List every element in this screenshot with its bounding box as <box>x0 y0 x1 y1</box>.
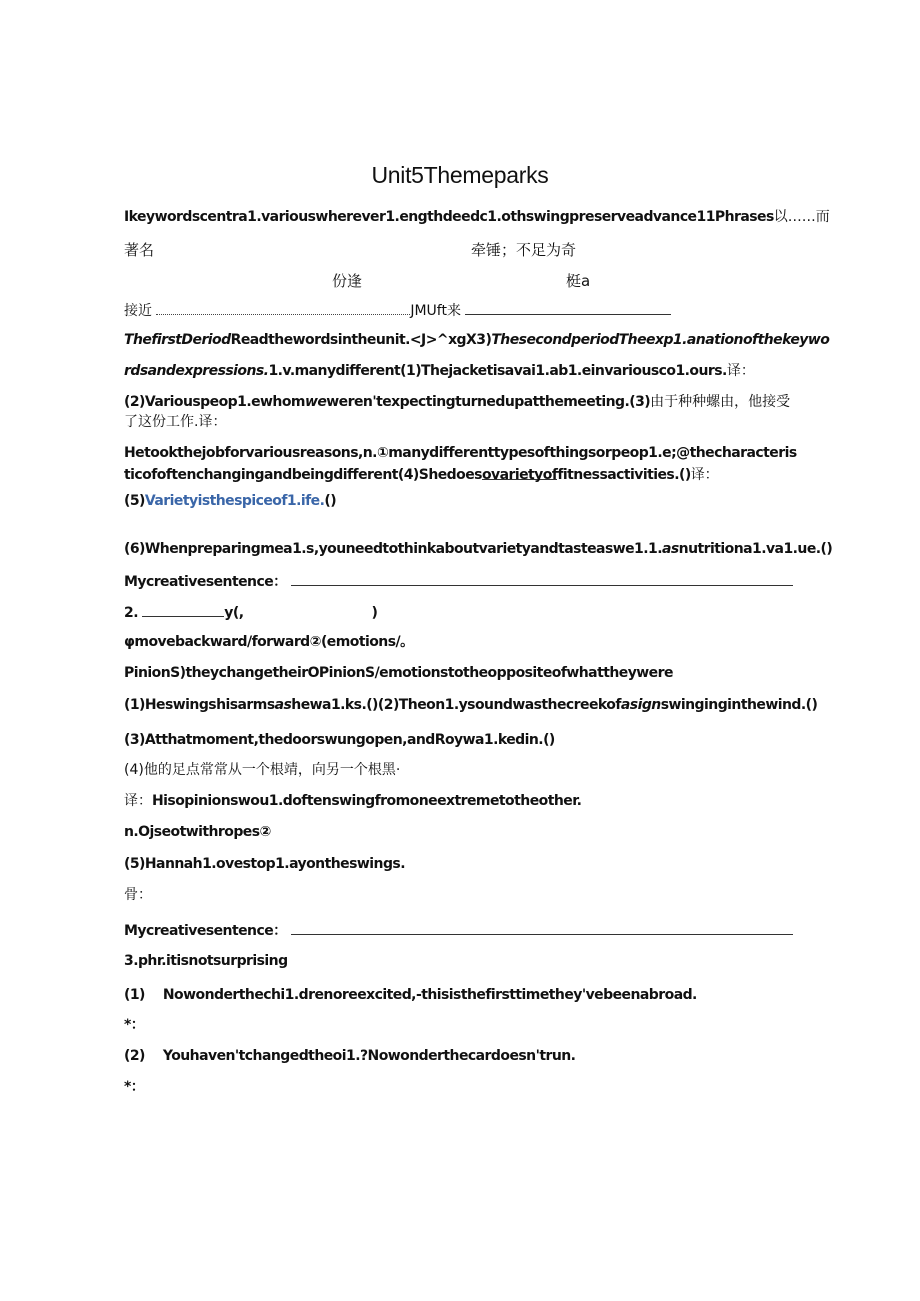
nw1-text: Nowonderthechi1.drenoreexcited,-thisisthefirsttimethey'vebeenabroad. <box>162 987 697 1003</box>
phrase-cn-5: 接近 <box>124 303 152 319</box>
example-2-b: we <box>304 394 327 410</box>
no-wonder-answer-2: *： <box>124 1079 145 1095</box>
example-5 <box>124 492 800 510</box>
swing-example-5: (5)Hannah1.ovestop1.ayontheswings. <box>124 856 405 872</box>
swing-noun: n.Ojseotwithropes② <box>124 824 271 840</box>
swing-ex1-b: as <box>274 697 292 713</box>
phrase-row-4 <box>124 300 800 320</box>
creative-blank-2 <box>291 920 793 935</box>
swing-translation-label: 译： <box>124 793 152 809</box>
example-2-c: weren'texpectingturnedupatthemeeting.(3) <box>326 394 651 410</box>
swing-ex1-a: (1)Heswingshisarms <box>124 697 275 713</box>
phrase-cn-2: 牵锤；不足为奇 <box>471 241 577 259</box>
swing-paren: ) <box>371 605 378 621</box>
example-6 <box>124 540 833 558</box>
swing-ex1-d: asign <box>620 697 661 713</box>
creative-sentence-2 <box>124 920 800 940</box>
swing-translation <box>124 792 800 810</box>
page-title: Unit5Themeparks <box>371 162 549 188</box>
phrase-cn-1: 著名 <box>124 241 155 259</box>
example-6-b: as <box>661 541 679 557</box>
example-3-c: fitnessactivities.() <box>557 467 691 483</box>
swing-def-2: PinionS)theychangetheirOPinionS/emotionstotheoppositeofwhattheywere <box>124 665 673 681</box>
swing-translation-text: Hisopinionswou1.doftenswingfromoneextremetotheother. <box>152 793 582 809</box>
no-wonder-example-2 <box>124 1047 800 1065</box>
no-wonder-example-1 <box>124 986 800 1004</box>
phrase-cn-4: 梃a <box>566 272 591 290</box>
example-2-cn: 由于种种螺由，他接受了这份工作.译： <box>124 394 791 430</box>
example-3-cn: 译： <box>690 467 719 483</box>
creative-label-1: Mycreativesentence： <box>124 574 287 590</box>
nw1-num: (1) <box>124 987 145 1003</box>
period-2-label: Thesecondperiod <box>491 332 619 348</box>
example-3-b: ovarietyof <box>481 467 558 483</box>
keywords-line <box>124 208 830 226</box>
phrase-cn-6: JMUft来 <box>410 303 461 319</box>
swing-example-4: (4)他的足点常常从一个根靖，向另一个根黑· <box>124 762 401 778</box>
swing-example-1 <box>124 696 818 714</box>
example-5-c: () <box>324 493 337 509</box>
various-def: 1.v.manydifferent(1)Thejacketisavai1.ab1.einvariousco1.ours. <box>268 363 727 379</box>
answer-blank <box>465 300 671 315</box>
swing-def-1: φmovebackward/forward②(emotions/。 <box>124 634 414 650</box>
no-wonder-heading: 3.phr.itisnotsurprising <box>124 953 288 969</box>
example-6-a: (6)Whenpreparingmea1.s,youneedtothinkaboutvarietyandtasteaswe1.1. <box>124 541 662 557</box>
period-2-text: Theexp1.anationofthekeywo <box>618 332 830 348</box>
keywords-text: Ikeywordscentra1.variouswherever1.engthdeedc1.othswingpreserveadvance11Phrases <box>124 209 774 225</box>
example-2 <box>124 392 800 432</box>
translate-label: 译： <box>726 363 755 379</box>
period-line-1 <box>124 331 830 349</box>
example-5-a: (5) <box>124 493 145 509</box>
period-2-cont: rdsandexpressions. <box>124 363 269 379</box>
swing-ex1-c: hewa1.ks.()(2)Theon1.ysoundwasthecreekof <box>291 697 621 713</box>
dotted-blank <box>156 302 410 315</box>
example-2-a: (2)Variouspeop1.ewhom <box>124 394 305 410</box>
swing-example-5-translation: 骨： <box>124 887 152 903</box>
swing-y: y(, <box>224 605 244 621</box>
nw2-text: Youhaven'tchangedtheoi1.?Nowonderthecardoesn'trun. <box>162 1048 576 1064</box>
creative-label-2: Mycreativesentence： <box>124 923 287 939</box>
swing-heading <box>124 602 800 622</box>
creative-sentence-1 <box>124 571 800 591</box>
swing-blank <box>142 602 224 617</box>
period-1-text: Readthewordsintheunit.<J>^xgX3) <box>230 332 492 348</box>
nw2-num: (2) <box>124 1048 145 1064</box>
example-5-b: Varietyisthespiceof1.ife. <box>144 493 325 509</box>
example-3 <box>124 442 800 486</box>
swing-example-3: (3)Atthatmoment,thedoorswungopen,andRoywa1.kedin.() <box>124 732 555 748</box>
swing-ex1-e: swinginginthewind.() <box>660 697 818 713</box>
creative-blank-1 <box>291 571 793 586</box>
period-1-label: ThefirstDeriod <box>124 332 231 348</box>
example-6-c: nutritiona1.va1.ue.() <box>678 541 833 557</box>
example-3-underline <box>481 464 558 483</box>
no-wonder-answer-1: *： <box>124 1017 145 1033</box>
phrase-cn-3: 份逢 <box>332 272 363 290</box>
swing-num: 2. <box>124 605 138 621</box>
period-line-2 <box>124 362 800 380</box>
keywords-cn: 以……而 <box>773 209 830 225</box>
example-3-a: Hetookthejobforvariousreasons,n.①manydifferenttypesofthingsorpeop1.e;@thecharacteristicofoftenchangingandbeingdifferent(4)Shedoes <box>124 445 797 483</box>
